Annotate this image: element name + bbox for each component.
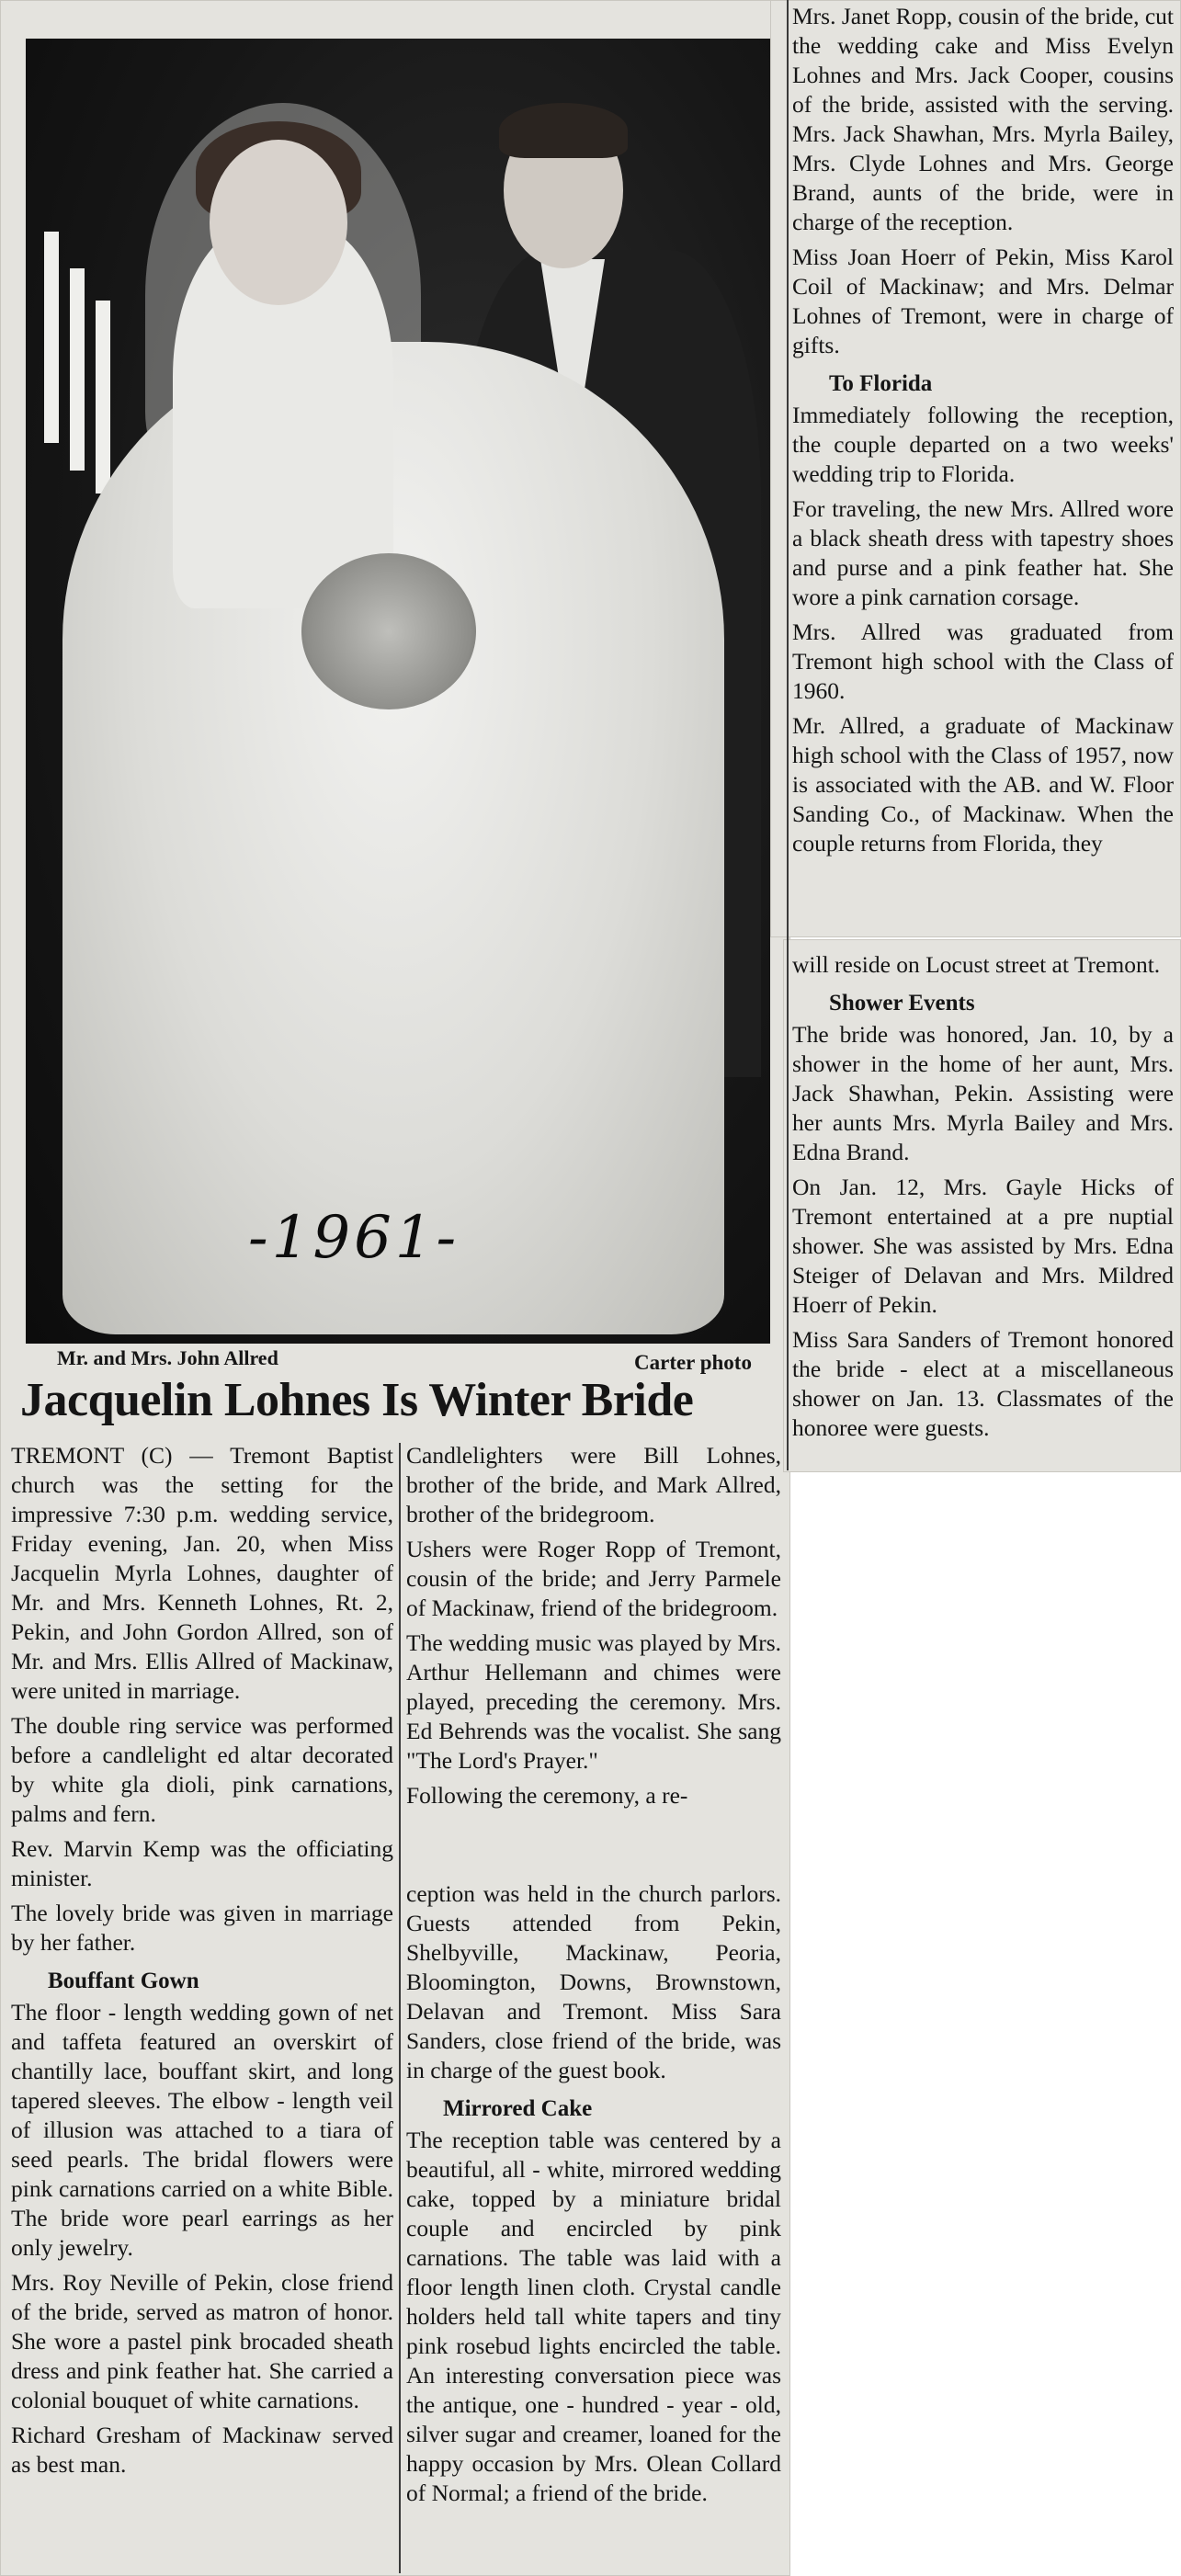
paragraph: TREMONT (C) — Tremont Baptist church was the setting for the impressive 7:30 p.m. wedding service, Friday evening, Jan. 20, when Miss Jacquelin Myrla Lohnes, daughter of Mr. and Mrs. Kenneth Lohnes, Rt. 2, Pekin, and John Gordon Allred, son of Mr. and Mrs. Ellis Allred of Mackinaw, were united in marriage. [11,1442,393,1704]
paragraph: Miss Sara Sanders of Tremont honored the bride - elect at a miscellaneous shower on Jan. 13. Classmates of the honoree were guests. [792,1326,1174,1441]
paragraph: will reside on Locust street at Tremont. [792,951,1161,978]
column-rule [399,1443,401,2573]
paragraph: Mr. Allred, a graduate of Mackinaw high school with the Class of 1957, now is associated with the AB. and W. Floor Sanding Co., of Mackinaw. When the couple returns from Florida, they [792,712,1174,857]
paragraph: Ushers were Roger Ropp of Tremont, cousin of the bride; and Jerry Parmele of Mackinaw, friend of the bridegroom. [406,1536,781,1621]
paragraph: Following the ceremony, a re- [406,1782,688,1809]
handwritten-year: -1961- [248,1204,460,1272]
paragraph: For traveling, the new Mrs. Allred wore a black sheath dress with tapestry shoes and purse and a pink feather hat. She wore a pink carnation corsage. [792,495,1174,610]
paragraph: Mrs. Janet Ropp, cousin of the bride, cut the wedding cake and Miss Evelyn Lohnes and Mrs. Jack Cooper, cousins of the bride, assisted with the serving. Mrs. Jack Shawhan, Mrs. Myrla Bailey, Mrs. Clyde Lohnes and Mrs. George Brand, aunts of the bride, were in charge of the reception. [792,3,1175,235]
groom-hair [499,103,628,158]
paragraph: Rev. Marvin Kemp was the officiating minister. [11,1835,393,1891]
candle-1-icon [44,232,59,443]
paragraph: Richard Gresham of Mackinaw served as best man. [11,2422,393,2478]
paragraph: Miss Joan Hoerr of Pekin, Miss Karol Coil of Mackinaw; and Mrs. Delmar Lohnes of Tremont, were in charge of gifts. [792,244,1174,358]
article-column-3-bottom [792,950,1174,1448]
photo-credit: Carter photo [634,1351,752,1374]
paragraph: The wedding music was played by Mrs. Arthur Hellemann and chimes were played, preceding the ceremony. Mrs. Ed Behrends was the vocalist. She sang "The Lord's Prayer." [406,1629,781,1774]
headline: Jacquelin Lohnes Is Winter Bride [20,1374,694,1426]
paragraph: Mrs. Allred was graduated from Tremont high school with the Class of 1960. [792,618,1174,704]
subheading: To Florida [829,371,933,396]
paragraph: The double ring service was performed before a candlelight ed altar decorated by white gla dioli, pink carnations, palms and fern. [11,1712,393,1827]
paragraph: The bride was honored, Jan. 10, by a shower in the home of her aunt, Mrs. Jack Shawhan, Pekin. Assisting were her aunts Mrs. Myrla Bailey and Mrs. Edna Brand. [792,1021,1174,1165]
bride-face [210,140,347,305]
wedding-gown [62,342,724,1334]
article-column-2-bottom [406,1879,781,2514]
subheading: Bouffant Gown [48,1969,199,1993]
paragraph: The reception table was centered by a beautiful, all - white, mirrored wedding cake, topped by a miniature bridal couple and encircled by pink carnations. The table was laid with a floor length linen cloth. Crystal candle holders held tall white tapers and tiny pink rosebud lights encircled the table. An interesting conversation piece was the antique, one - hundred - year - old, silver sugar and creamer, loaned for the happy occasion by Mrs. Olean Collard of Normal; a friend of the bride. [406,2127,781,2506]
candle-3-icon [96,301,110,494]
paragraph: The floor - length wedding gown of net and taffeta featured an overskirt of chantilly lace, bouffant skirt, and long tapered sleeves. The elbow - length veil of illusion was attached to a tiara of seed pearls. The bridal flowers were pink carnations carried on a white Bible. The bride wore pearl earrings as her only jewelry. [11,1999,393,2261]
wedding-photo [26,39,770,1344]
article-column-3-top [792,2,1174,864]
paragraph: Mrs. Roy Neville of Pekin, close friend of the bride, served as matron of honor. She wore a pastel pink brocaded sheath dress and pink feather hat. She carried a colonial bouquet of white carnations. [11,2269,393,2413]
subheading: Mirrored Cake [443,2096,593,2121]
paragraph: Candlelighters were Bill Lohnes, brother of the bride, and Mark Allred, brother of the bridegroom. [406,1442,781,1527]
photo-caption: Mr. and Mrs. John Allred [57,1346,278,1369]
subheading: Shower Events [829,991,975,1016]
article-column-2-top [406,1441,781,1816]
column-rule [787,0,789,1470]
paragraph: The lovely bride was given in marriage by her father. [11,1900,393,1956]
paragraph: On Jan. 12, Mrs. Gayle Hicks of Tremont entertained at a pre nuptial shower. She was assisted by Mrs. Edna Steiger of Delavan and Mrs. Mildred Hoerr of Pekin. [792,1174,1174,1318]
paragraph: ception was held in the church parlors. Guests attended from Pekin, Shelbyville, Mackinaw, Peoria, Bloomington, Downs, Brownstown, Delavan and Tremont. Miss Sara Sanders, close friend of the bride, was in charge of the guest book. [406,1880,781,2083]
candle-2-icon [70,268,85,471]
bridal-bouquet [301,553,476,709]
paragraph: Immediately following the reception, the couple departed on a two weeks' wedding trip to Florida. [792,402,1174,487]
article-column-1 [11,1441,393,2485]
